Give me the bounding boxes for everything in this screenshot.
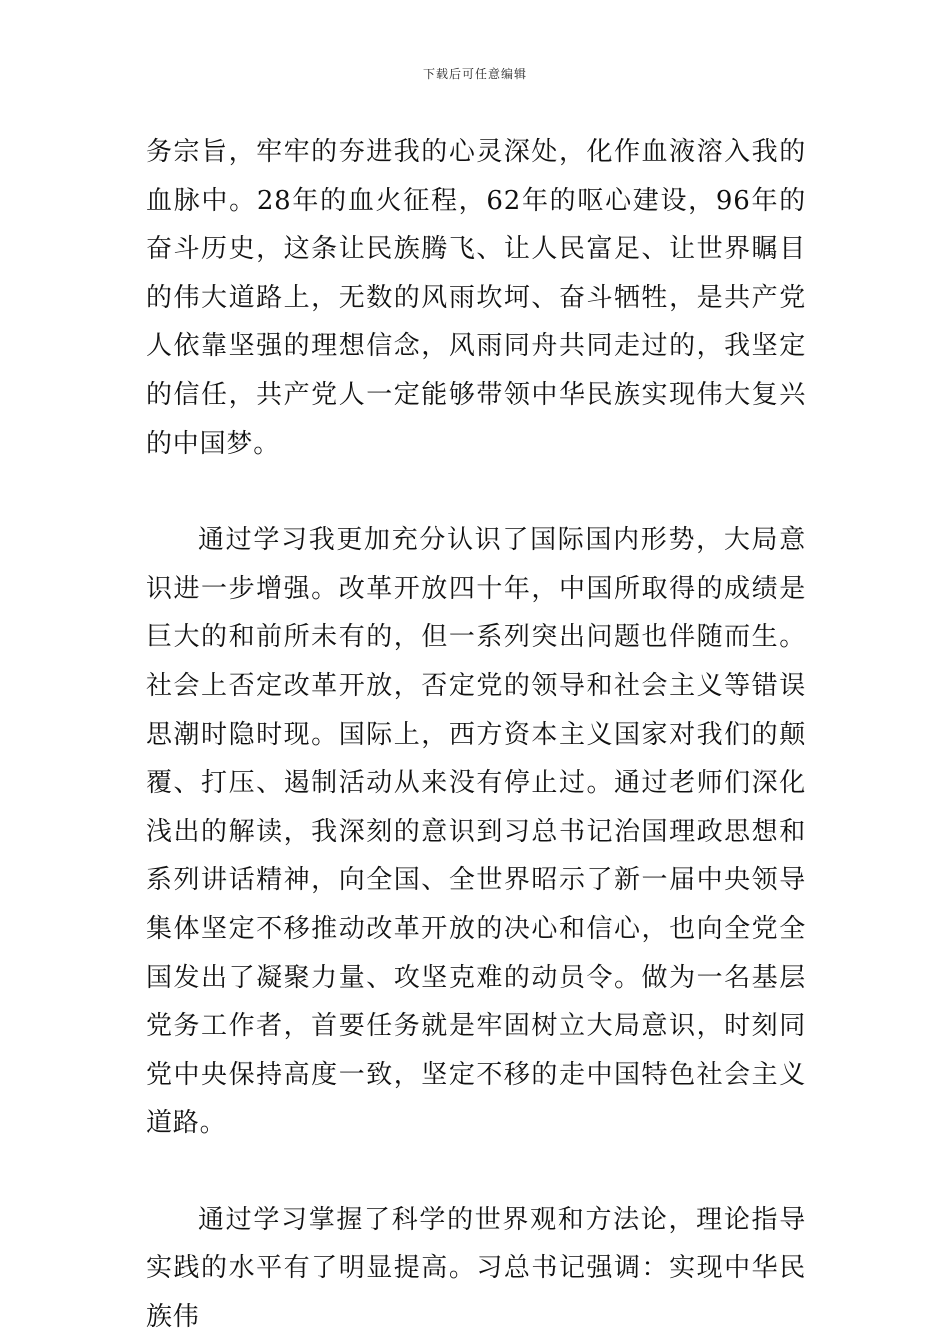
paragraph-spacer	[146, 1148, 806, 1196]
paragraph-spacer	[146, 468, 806, 516]
paragraph-1: 务宗旨，牢牢的夯进我的心灵深处，化作血液溶入我的血脉中。28年的血火征程，62年的呕心建设，96年的奋斗历史，这条让民族腾飞、让人民富足、让世界瞩目的伟大道路上，无数的风雨坎坷、奋斗牺牲，是共产党人依靠坚强的理想信念，风雨同舟共同走过的，我坚定的信任，共产党人一定能够带领中华民族实现伟大复兴的中国梦。	[146, 137, 806, 459]
document-body	[146, 128, 806, 1342]
page-header: 下载后可任意编辑	[422, 67, 527, 81]
paragraph-3: 通过学习掌握了科学的世界观和方法论，理论指导实践的水平有了明显提高。习总书记强调：实现中华民族伟	[146, 1204, 806, 1333]
paragraph-2: 通过学习我更加充分认识了国际国内形势，大局意识进一步增强。改革开放四十年，中国所取得的成绩是巨大的和前所未有的，但一系列突出问题也伴随而生。社会上否定改革开放，否定党的领导和社会主义等错误思潮时隐时现。国际上，西方资本主义国家对我们的颠覆、打压、遏制活动从来没有停止过。通过老师们深化浅出的解读，我深刻的意识到习总书记治国理政思想和系列讲话精神，向全国、全世界昭示了新一届中央领导集体坚定不移推动改革开放的决心和信心，也向全党全国发出了凝聚力量、攻坚克难的动员令。做为一名基层党务工作者，首要任务就是牢固树立大局意识，时刻同党中央保持高度一致，坚定不移的走中国特色社会主义道路。	[146, 525, 806, 1139]
